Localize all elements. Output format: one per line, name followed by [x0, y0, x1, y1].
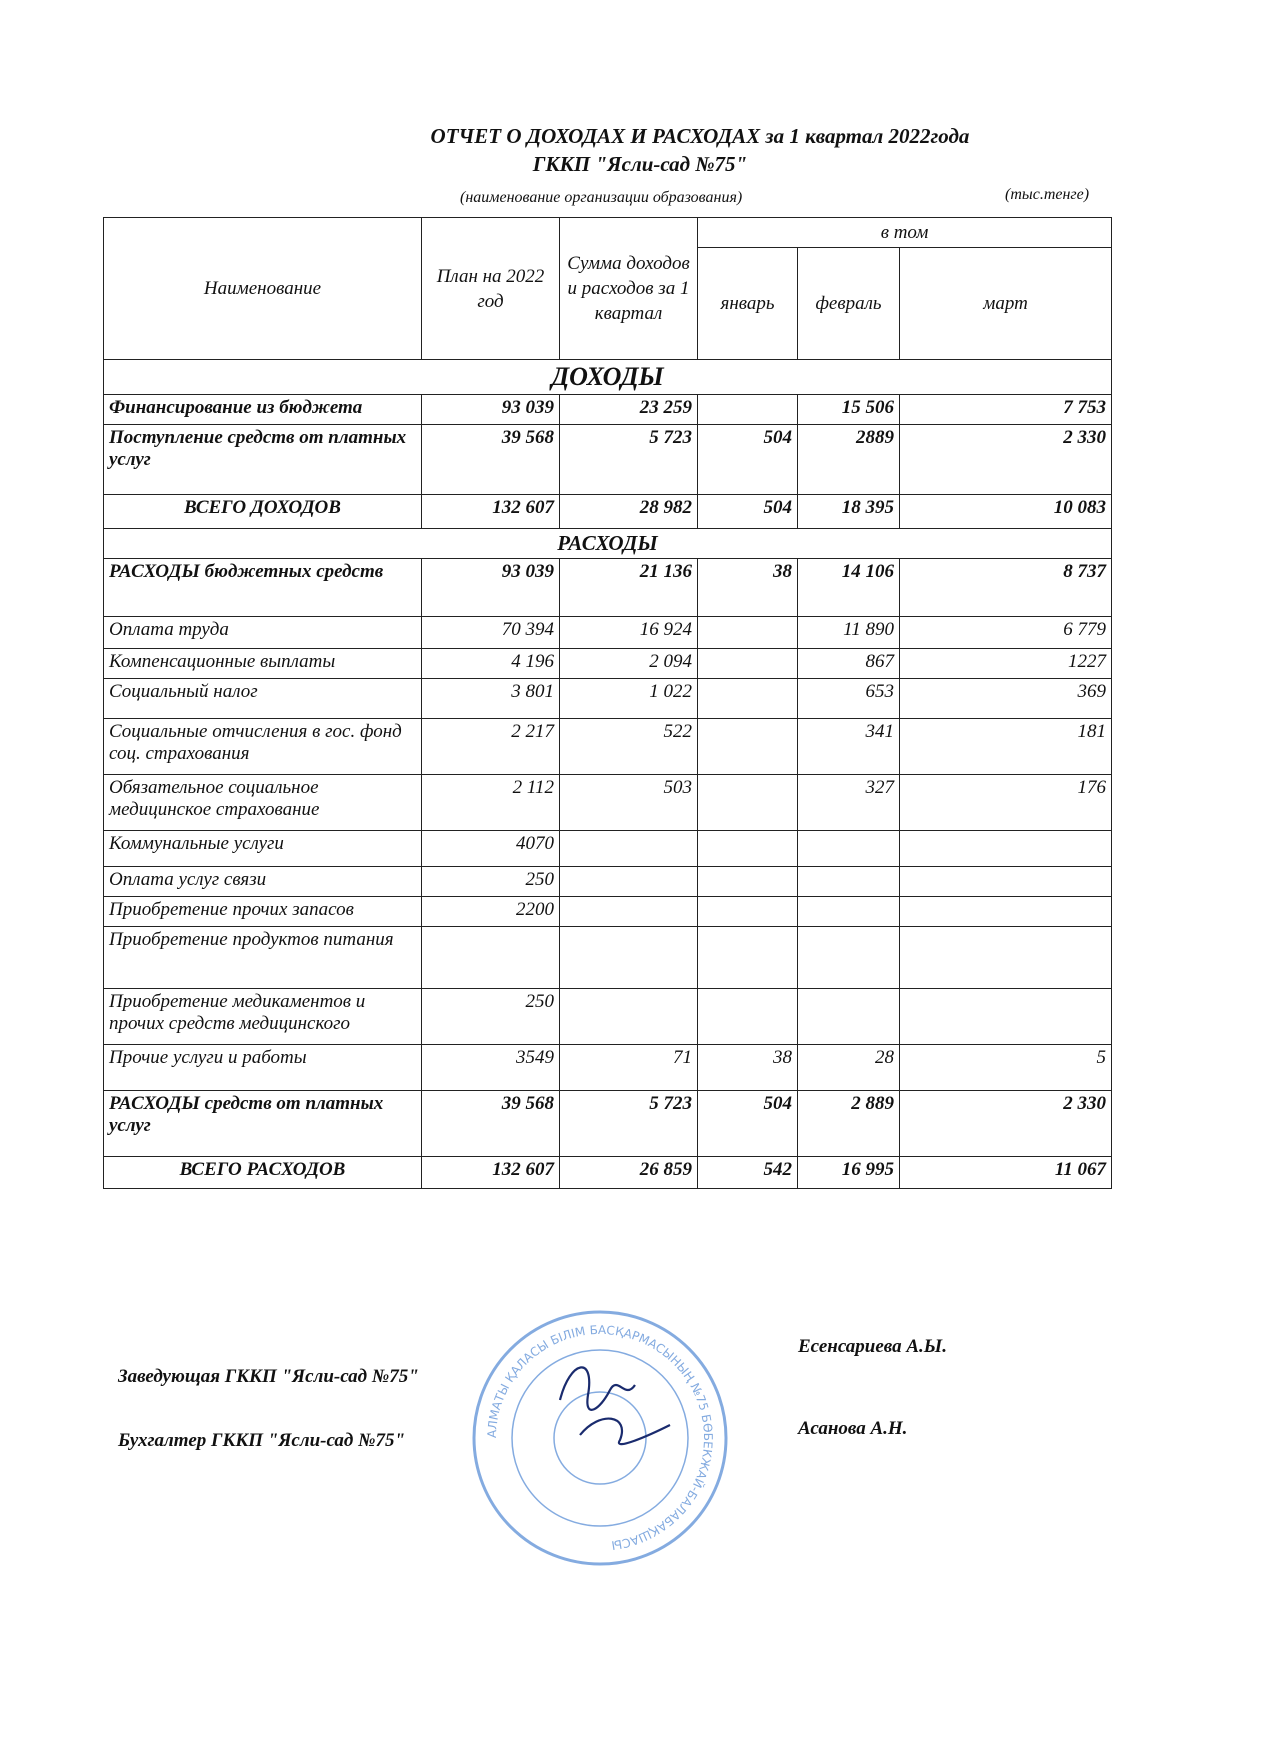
row-name: Оплата труда: [104, 617, 422, 649]
table-row: [104, 897, 1112, 927]
cell-plan: 39 568: [422, 1091, 560, 1157]
stamp-text: АЛМАТЫ ҚАЛАСЫ БІЛІМ БАСҚАРМАСЫНЫҢ №75 БӨБЕКЖАЙ-БАЛАБАҚШАСЫ: [484, 1322, 716, 1553]
income-section-title: ДОХОДЫ: [104, 360, 1112, 395]
cell-mar: [900, 867, 1112, 897]
table-row: [104, 425, 1112, 495]
row-name: Коммунальные услуги: [104, 831, 422, 867]
row-name: Финансирование из бюджета: [104, 395, 422, 425]
cell-mar: 181: [900, 719, 1112, 775]
row-name: Социальный налог: [104, 679, 422, 719]
cell-plan: 70 394: [422, 617, 560, 649]
cell-plan: 4 196: [422, 649, 560, 679]
cell-jan: 38: [698, 1045, 798, 1091]
row-name: Компенсационные выплаты: [104, 649, 422, 679]
cell-mar: 7 753: [900, 395, 1112, 425]
col-header-sum: Сумма доходов и расходов за 1 квартал: [560, 218, 698, 360]
table-row: [104, 989, 1112, 1045]
cell-mar: 369: [900, 679, 1112, 719]
report-title: ОТЧЕТ О ДОХОДАХ И РАСХОДАХ за 1 квартал 2022года: [430, 124, 970, 148]
head-role: Заведующая ГККП "Ясли-сад №75": [118, 1366, 419, 1387]
row-name: Поступление средств от платных услуг: [104, 425, 422, 495]
cell-jan: [698, 831, 798, 867]
cell-sum: [560, 989, 698, 1045]
col-header-jan: январь: [698, 248, 798, 360]
report-table: [103, 217, 1112, 1189]
cell-feb: 327: [798, 775, 900, 831]
col-header-mar: март: [900, 248, 1112, 360]
cell-jan: [698, 679, 798, 719]
income-total-row: [104, 495, 1112, 529]
cell-mar: [900, 927, 1112, 989]
table-row: [104, 927, 1112, 989]
cell-plan: 2 112: [422, 775, 560, 831]
col-header-group: в том: [698, 218, 1112, 248]
accountant-name: Асанова А.Н.: [798, 1418, 908, 1439]
budget-expenses-row: [104, 559, 1112, 617]
cell-sum: 71: [560, 1045, 698, 1091]
cell-jan: [698, 867, 798, 897]
cell-mar: 2 330: [900, 1091, 1112, 1157]
organization-name: ГККП "Ясли-сад №75": [532, 152, 748, 176]
cell-sum: [560, 897, 698, 927]
row-name: Приобретение продуктов питания: [104, 927, 422, 989]
cell-plan: 93 039: [422, 395, 560, 425]
table-row: [104, 395, 1112, 425]
table-row: [104, 831, 1112, 867]
col-header-feb: февраль: [798, 248, 900, 360]
cell-mar: 1227: [900, 649, 1112, 679]
cell-mar: [900, 831, 1112, 867]
table-row: [104, 649, 1112, 679]
cell-sum: 5 723: [560, 1091, 698, 1157]
cell-sum: 503: [560, 775, 698, 831]
cell-jan: [698, 775, 798, 831]
cell-feb: 18 395: [798, 495, 900, 529]
table-row: [104, 775, 1112, 831]
cell-sum: 23 259: [560, 395, 698, 425]
cell-feb: [798, 831, 900, 867]
units-label: (тыс.тенге): [1005, 186, 1090, 203]
cell-mar: 10 083: [900, 495, 1112, 529]
accountant-role: Бухгалтер ГККП "Ясли-сад №75": [118, 1430, 406, 1451]
cell-jan: [698, 395, 798, 425]
row-name: Оплата услуг связи: [104, 867, 422, 897]
row-name: Прочие услуги и работы: [104, 1045, 422, 1091]
cell-mar: [900, 989, 1112, 1045]
cell-sum: 26 859: [560, 1157, 698, 1189]
cell-jan: 504: [698, 425, 798, 495]
cell-jan: [698, 989, 798, 1045]
table-row: [104, 617, 1112, 649]
row-name: РАСХОДЫ средств от платных услуг: [104, 1091, 422, 1157]
head-name: Есенсариева А.Ы.: [798, 1336, 947, 1357]
cell-mar: 6 779: [900, 617, 1112, 649]
cell-sum: 16 924: [560, 617, 698, 649]
row-name: ВСЕГО ДОХОДОВ: [104, 495, 422, 529]
col-header-plan: План на 2022 год: [422, 218, 560, 360]
cell-jan: 38: [698, 559, 798, 617]
cell-sum: 5 723: [560, 425, 698, 495]
cell-mar: 2 330: [900, 425, 1112, 495]
cell-jan: [698, 897, 798, 927]
cell-sum: 2 094: [560, 649, 698, 679]
cell-feb: 2889: [798, 425, 900, 495]
cell-feb: 2 889: [798, 1091, 900, 1157]
cell-feb: [798, 897, 900, 927]
cell-plan: 39 568: [422, 425, 560, 495]
cell-plan: 132 607: [422, 1157, 560, 1189]
cell-sum: [560, 831, 698, 867]
organization-caption: (наименование организации образования): [460, 189, 743, 206]
cell-sum: [560, 927, 698, 989]
row-name: Социальные отчисления в гос. фонд соц. страхования: [104, 719, 422, 775]
cell-plan: [422, 927, 560, 989]
cell-mar: 5: [900, 1045, 1112, 1091]
cell-feb: 28: [798, 1045, 900, 1091]
paid-expenses-row: [104, 1091, 1112, 1157]
cell-mar: [900, 897, 1112, 927]
cell-jan: [698, 617, 798, 649]
cell-feb: 653: [798, 679, 900, 719]
cell-jan: [698, 649, 798, 679]
cell-jan: [698, 927, 798, 989]
cell-mar: 11 067: [900, 1157, 1112, 1189]
cell-sum: 21 136: [560, 559, 698, 617]
row-name: Обязательное социальное медицинское страхование: [104, 775, 422, 831]
cell-jan: 504: [698, 495, 798, 529]
col-header-name: Наименование: [104, 218, 422, 360]
cell-sum: 28 982: [560, 495, 698, 529]
cell-plan: 93 039: [422, 559, 560, 617]
cell-plan: 2200: [422, 897, 560, 927]
cell-jan: 542: [698, 1157, 798, 1189]
cell-plan: 250: [422, 989, 560, 1045]
expenses-total-row: [104, 1157, 1112, 1189]
cell-feb: [798, 989, 900, 1045]
cell-feb: 16 995: [798, 1157, 900, 1189]
handwritten-signature: [540, 1340, 690, 1460]
cell-sum: [560, 867, 698, 897]
cell-plan: 3549: [422, 1045, 560, 1091]
cell-feb: 14 106: [798, 559, 900, 617]
row-name: РАСХОДЫ бюджетных средств: [104, 559, 422, 617]
row-name: Приобретение прочих запасов: [104, 897, 422, 927]
cell-feb: 11 890: [798, 617, 900, 649]
cell-feb: [798, 867, 900, 897]
cell-plan: 250: [422, 867, 560, 897]
cell-mar: 8 737: [900, 559, 1112, 617]
cell-feb: 867: [798, 649, 900, 679]
cell-sum: 522: [560, 719, 698, 775]
cell-feb: 15 506: [798, 395, 900, 425]
cell-sum: 1 022: [560, 679, 698, 719]
cell-jan: 504: [698, 1091, 798, 1157]
table-row: [104, 719, 1112, 775]
row-name: ВСЕГО РАСХОДОВ: [104, 1157, 422, 1189]
expenses-section-title: РАСХОДЫ: [104, 529, 1112, 559]
table-row: [104, 679, 1112, 719]
cell-plan: 4070: [422, 831, 560, 867]
table-row: [104, 1045, 1112, 1091]
cell-mar: 176: [900, 775, 1112, 831]
cell-feb: 341: [798, 719, 900, 775]
row-name: Приобретение медикаментов и прочих средств медицинского: [104, 989, 422, 1045]
cell-plan: 2 217: [422, 719, 560, 775]
cell-plan: 132 607: [422, 495, 560, 529]
cell-jan: [698, 719, 798, 775]
cell-feb: [798, 927, 900, 989]
table-row: [104, 867, 1112, 897]
cell-plan: 3 801: [422, 679, 560, 719]
